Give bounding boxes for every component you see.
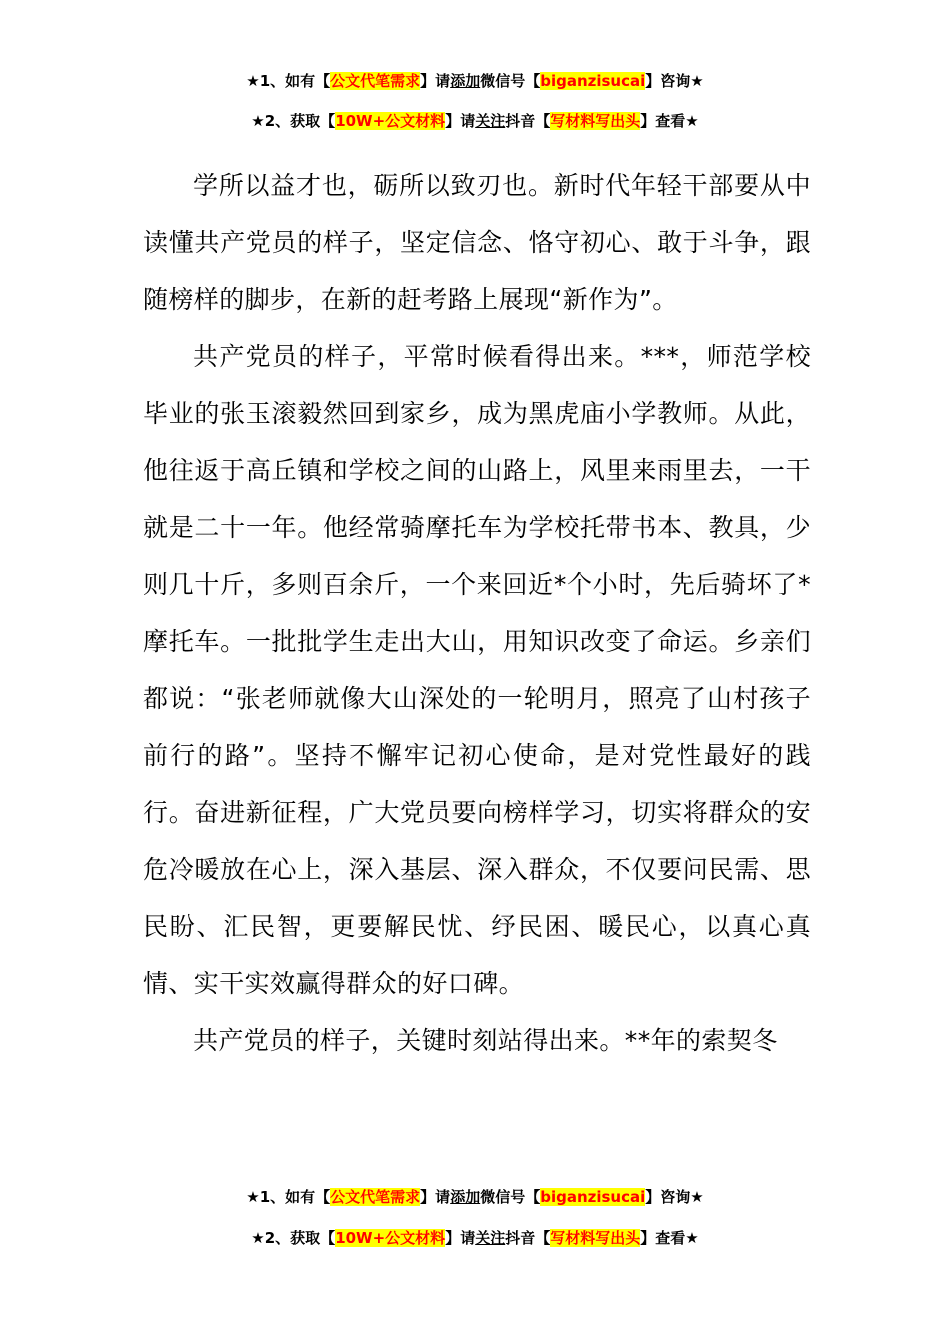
promo-highlight: 10W+公文材料 [335, 1229, 446, 1247]
paragraph: 学所以益才也，砺所以致刃也。新时代年轻干部要从中读懂共产党员的样子，坚定信念、恪守初心、敢于斗争，跟随榜样的脚步，在新的赶考路上展现“新作为”。 [143, 171, 811, 314]
paragraph: 共产党员的样子，平常时候看得出来。***，师范学校毕业的张玉滚毅然回到家乡，成为黑虎庙小学教师。从此，他往返于高丘镇和学校之间的山路上，风里来雨里去，一干就是二十一年。他经常骑摩托车为学校托带书本、教具，少则几十斤，多则百余斤，一个来回近*个小时，先后骑坏了*摩托车。一批批学生走出大山，用知识改变了命运。乡亲们都说：“张老师就像大山深处的一轮明月，照亮了山村孩子前行的路”。坚持不懈牢记初心使命，是对党性最好的践行。奋进新征程，广大党员要向榜样学习，切实将群众的安危冷暖放在心上，深入基层、深入群众，不仅要问民需、思民盼、汇民智，更要解民忧、纾民困、暖民心，以真心真情、实干实效赢得群众的好口碑。 [143, 342, 811, 998]
promo-suffix: 】咨询★ [645, 72, 704, 90]
promo-highlight: 公文代笔需求 [330, 72, 421, 90]
promo-highlight: biganzisucai [540, 1188, 646, 1206]
promo-text: 微信号【 [480, 72, 541, 90]
promo-suffix: 】查看★ [640, 1229, 699, 1247]
promo-prefix: ★2、获取【 [251, 112, 336, 130]
promo-underlined: 关注 [475, 112, 506, 130]
promo-text: 抖音【 [505, 112, 551, 130]
promo-text: 】请 [445, 1229, 476, 1247]
promo-highlight: 公文代笔需求 [330, 1188, 421, 1206]
header-promo-line-2 [0, 110, 950, 132]
promo-highlight: 10W+公文材料 [335, 112, 446, 130]
promo-highlight: 写材料写出头 [550, 1229, 641, 1247]
promo-text: 】请 [445, 112, 476, 130]
promo-underlined: 关注 [475, 1229, 506, 1247]
promo-highlight: 写材料写出头 [550, 112, 641, 130]
promo-suffix: 】查看★ [640, 112, 699, 130]
document-body [143, 157, 811, 1069]
promo-text: 】请 [420, 72, 451, 90]
footer-promo-line-1 [0, 1186, 950, 1208]
header-promo-line-1 [0, 70, 950, 92]
promo-text: 微信号【 [480, 1188, 541, 1206]
promo-suffix: 】咨询★ [645, 1188, 704, 1206]
promo-underlined: 添加 [450, 72, 481, 90]
promo-prefix: ★2、获取【 [251, 1229, 336, 1247]
promo-text: 抖音【 [505, 1229, 551, 1247]
promo-prefix: ★1、如有【 [246, 72, 331, 90]
promo-prefix: ★1、如有【 [246, 1188, 331, 1206]
paragraph: 共产党员的样子，关键时刻站得出来。**年的索契冬 [193, 1026, 778, 1055]
promo-text: 】请 [420, 1188, 451, 1206]
footer-promo-line-2 [0, 1227, 950, 1249]
promo-underlined: 添加 [450, 1188, 481, 1206]
promo-highlight: biganzisucai [540, 72, 646, 90]
